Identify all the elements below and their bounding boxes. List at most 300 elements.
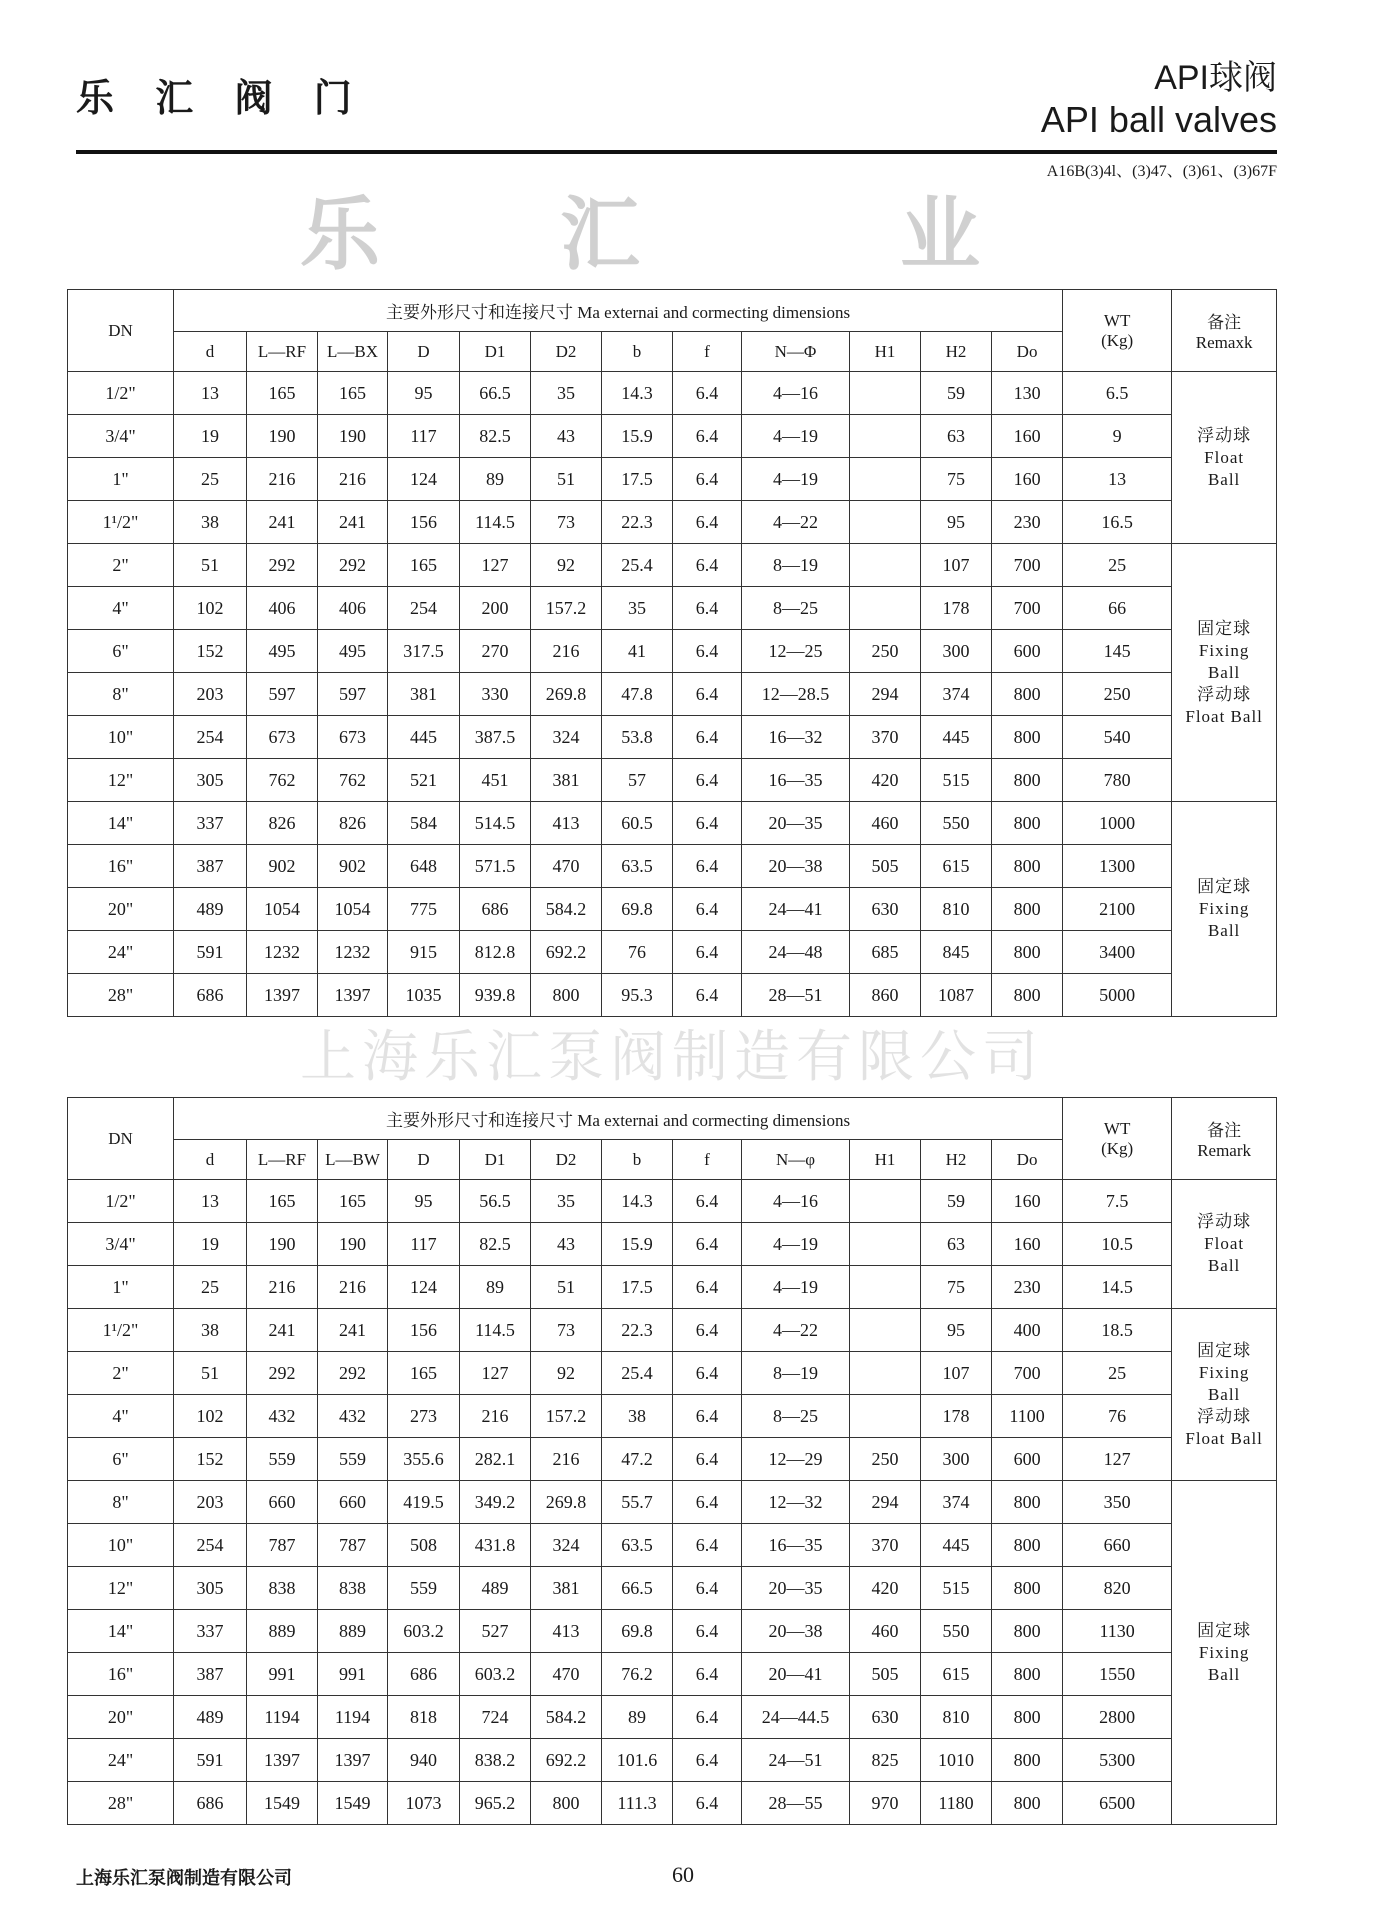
dn-cell: 8" <box>68 673 174 716</box>
value-cell: 6.4 <box>673 1180 742 1223</box>
value-cell: 381 <box>531 759 602 802</box>
value-cell: 1232 <box>318 931 388 974</box>
value-cell: 6.4 <box>673 1653 742 1696</box>
value-cell: 250 <box>850 630 921 673</box>
table-row <box>68 759 1277 802</box>
header-row <box>68 290 1277 332</box>
value-cell: 190 <box>318 1223 388 1266</box>
value-cell: 489 <box>460 1567 531 1610</box>
weight-cell: 1300 <box>1063 845 1172 888</box>
weight-cell: 25 <box>1063 1352 1172 1395</box>
value-cell: 24—51 <box>742 1739 850 1782</box>
value-cell: 6.4 <box>673 372 742 415</box>
value-cell: 6.4 <box>673 1524 742 1567</box>
value-cell: 95 <box>388 1180 460 1223</box>
dimension-table-1 <box>67 289 1277 1017</box>
value-cell: 6.4 <box>673 974 742 1017</box>
value-cell: 800 <box>992 1481 1063 1524</box>
remark-cell <box>1172 1309 1277 1481</box>
remark-line: Ball <box>1207 662 1241 682</box>
value-cell: 14.3 <box>602 1180 673 1223</box>
value-cell: 300 <box>921 630 992 673</box>
value-cell: 76 <box>602 931 673 974</box>
wt-header <box>1063 1098 1172 1180</box>
table-row <box>68 458 1277 501</box>
value-cell: 16—32 <box>742 716 850 759</box>
value-cell: 292 <box>318 544 388 587</box>
value-cell: 24—41 <box>742 888 850 931</box>
value-cell: 970 <box>850 1782 921 1825</box>
value-cell: 6.4 <box>673 587 742 630</box>
dn-cell: 3/4" <box>68 1223 174 1266</box>
value-cell: 812.8 <box>460 931 531 974</box>
table-row <box>68 1395 1277 1438</box>
dn-cell: 16" <box>68 845 174 888</box>
value-cell: 915 <box>388 931 460 974</box>
value-cell: 241 <box>247 1309 318 1352</box>
value-cell: 810 <box>921 1696 992 1739</box>
value-cell: 12—28.5 <box>742 673 850 716</box>
value-cell: 160 <box>992 1223 1063 1266</box>
table-row <box>68 1438 1277 1481</box>
value-cell: 165 <box>318 372 388 415</box>
value-cell: 63.5 <box>602 1524 673 1567</box>
value-cell: 4—22 <box>742 1309 850 1352</box>
value-cell: 1397 <box>247 974 318 1017</box>
weight-cell: 5300 <box>1063 1739 1172 1782</box>
value-cell: 25.4 <box>602 1352 673 1395</box>
value-cell: 300 <box>921 1438 992 1481</box>
value-cell: 400 <box>992 1309 1063 1352</box>
value-cell: 160 <box>992 458 1063 501</box>
value-cell: 19 <box>174 415 247 458</box>
value-cell: 597 <box>318 673 388 716</box>
remark-line: Fixing <box>1198 899 1250 918</box>
value-cell: 216 <box>247 458 318 501</box>
value-cell: 1100 <box>992 1395 1063 1438</box>
dn-header: DN <box>68 290 174 372</box>
value-cell: 273 <box>388 1395 460 1438</box>
dn-cell: 12" <box>68 1567 174 1610</box>
value-cell: 1035 <box>388 974 460 1017</box>
wt-header <box>1063 290 1172 372</box>
remark-line: 浮动球 <box>1197 684 1252 704</box>
remark-header <box>1172 290 1277 372</box>
value-cell: 597 <box>247 673 318 716</box>
remark-label-cn: 备注 <box>1207 313 1242 332</box>
weight-cell: 6.5 <box>1063 372 1172 415</box>
value-cell: 20—41 <box>742 1653 850 1696</box>
value-cell: 203 <box>174 673 247 716</box>
value-cell: 152 <box>174 630 247 673</box>
value-cell: 157.2 <box>531 587 602 630</box>
value-cell: 254 <box>174 716 247 759</box>
value-cell: 102 <box>174 1395 247 1438</box>
value-cell: 73 <box>531 1309 602 1352</box>
value-cell: 660 <box>247 1481 318 1524</box>
table-row <box>68 1309 1277 1352</box>
table-row <box>68 1696 1277 1739</box>
value-cell: 124 <box>388 1266 460 1309</box>
watermark-company: 上海乐汇泵阀制造有限公司 <box>300 1025 1044 1090</box>
dn-cell: 10" <box>68 716 174 759</box>
value-cell: 700 <box>992 1352 1063 1395</box>
dn-cell: 2" <box>68 544 174 587</box>
value-cell: 38 <box>174 501 247 544</box>
value-cell: 6.4 <box>673 802 742 845</box>
remark-line: 固定球 <box>1197 1620 1252 1640</box>
value-cell: 20—38 <box>742 845 850 888</box>
value-cell: 6.4 <box>673 845 742 888</box>
value-cell: 845 <box>921 931 992 974</box>
value-cell: 515 <box>921 759 992 802</box>
dn-cell: 6" <box>68 1438 174 1481</box>
value-cell: 1397 <box>318 974 388 1017</box>
brand-title: 乐 汇 阀 门 <box>76 76 366 120</box>
weight-cell: 76 <box>1063 1395 1172 1438</box>
dn-cell: 24" <box>68 931 174 974</box>
value-cell: 584.2 <box>531 1696 602 1739</box>
value-cell: 38 <box>174 1309 247 1352</box>
remark-cell <box>1172 544 1277 802</box>
remark-line: 浮动球 <box>1197 425 1252 445</box>
value-cell: 762 <box>247 759 318 802</box>
remark-line: Float Ball <box>1185 706 1263 726</box>
value-cell: 241 <box>318 501 388 544</box>
value-cell: 571.5 <box>460 845 531 888</box>
value-cell: 939.8 <box>460 974 531 1017</box>
value-cell: 230 <box>992 1266 1063 1309</box>
watermark-char: 乐 <box>300 188 380 281</box>
table-row <box>68 1782 1277 1825</box>
remark-line: 固定球 <box>1197 877 1252 896</box>
value-cell: 489 <box>174 1696 247 1739</box>
value-cell: 66.5 <box>602 1567 673 1610</box>
dn-cell: 1/2" <box>68 372 174 415</box>
value-cell: 902 <box>318 845 388 888</box>
value-cell: 800 <box>992 845 1063 888</box>
value-cell: 203 <box>174 1481 247 1524</box>
value-cell: 800 <box>992 888 1063 931</box>
dn-cell: 6" <box>68 630 174 673</box>
value-cell: 124 <box>388 458 460 501</box>
value-cell <box>850 1352 921 1395</box>
value-cell: 432 <box>247 1395 318 1438</box>
value-cell: 965.2 <box>460 1782 531 1825</box>
weight-cell: 1130 <box>1063 1610 1172 1653</box>
remark-cell <box>1172 1180 1277 1309</box>
table-row <box>68 1739 1277 1782</box>
table-row <box>68 501 1277 544</box>
dn-cell: 20" <box>68 888 174 931</box>
value-cell: 1194 <box>247 1696 318 1739</box>
table-row <box>68 1610 1277 1653</box>
value-cell: 445 <box>388 716 460 759</box>
value-cell: 24—44.5 <box>742 1696 850 1739</box>
column-header: D1 <box>460 332 531 372</box>
weight-cell: 6500 <box>1063 1782 1172 1825</box>
value-cell: 60.5 <box>602 802 673 845</box>
value-cell: 800 <box>992 716 1063 759</box>
weight-cell: 10.5 <box>1063 1223 1172 1266</box>
dn-cell: 1" <box>68 458 174 501</box>
value-cell: 838 <box>247 1567 318 1610</box>
value-cell: 550 <box>921 1610 992 1653</box>
column-header: D1 <box>460 1140 531 1180</box>
value-cell: 63.5 <box>602 845 673 888</box>
model-numbers: A16B(3)4l、(3)47、(3)61、(3)67F <box>1046 163 1277 180</box>
value-cell: 6.4 <box>673 1266 742 1309</box>
value-cell: 12—25 <box>742 630 850 673</box>
value-cell: 889 <box>318 1610 388 1653</box>
value-cell: 294 <box>850 673 921 716</box>
column-header: b <box>602 332 673 372</box>
dn-cell: 8" <box>68 1481 174 1524</box>
value-cell: 4—22 <box>742 501 850 544</box>
value-cell: 254 <box>174 1524 247 1567</box>
value-cell: 294 <box>850 1481 921 1524</box>
value-cell: 216 <box>531 630 602 673</box>
value-cell: 800 <box>531 974 602 1017</box>
value-cell: 47.2 <box>602 1438 673 1481</box>
title-cn: API球阀 <box>1154 59 1277 97</box>
table-row <box>68 544 1277 587</box>
value-cell: 700 <box>992 587 1063 630</box>
value-cell: 615 <box>921 1653 992 1696</box>
value-cell: 6.4 <box>673 1223 742 1266</box>
value-cell: 470 <box>531 1653 602 1696</box>
dn-cell: 1¹/2" <box>68 501 174 544</box>
table-row <box>68 630 1277 673</box>
table-row <box>68 716 1277 759</box>
value-cell: 17.5 <box>602 1266 673 1309</box>
value-cell: 56.5 <box>460 1180 531 1223</box>
value-cell: 4—16 <box>742 372 850 415</box>
value-cell: 15.9 <box>602 415 673 458</box>
value-cell: 14.3 <box>602 372 673 415</box>
value-cell: 324 <box>531 716 602 759</box>
value-cell: 95 <box>388 372 460 415</box>
value-cell: 107 <box>921 1352 992 1395</box>
value-cell: 349.2 <box>460 1481 531 1524</box>
value-cell: 6.4 <box>673 458 742 501</box>
value-cell: 95 <box>921 1309 992 1352</box>
remark-line: Fixing <box>1198 640 1250 660</box>
value-cell: 216 <box>247 1266 318 1309</box>
value-cell: 6.4 <box>673 1739 742 1782</box>
column-header: H1 <box>850 1140 921 1180</box>
value-cell: 51 <box>531 458 602 501</box>
wt-label: WT <box>1103 1118 1131 1138</box>
value-cell: 8—19 <box>742 544 850 587</box>
value-cell: 95.3 <box>602 974 673 1017</box>
value-cell: 6.4 <box>673 1395 742 1438</box>
column-header: L—BX <box>318 332 388 372</box>
value-cell: 216 <box>460 1395 531 1438</box>
value-cell: 381 <box>531 1567 602 1610</box>
wt-unit: (Kg) <box>1101 1138 1134 1158</box>
value-cell: 603.2 <box>460 1653 531 1696</box>
group-header: 主要外形尺寸和连接尺寸 Ma externai and cormecting dimensions <box>174 1098 1063 1140</box>
value-cell: 292 <box>318 1352 388 1395</box>
value-cell: 6.4 <box>673 716 742 759</box>
remark-line: 浮动球 <box>1197 1406 1252 1426</box>
table-row <box>68 1266 1277 1309</box>
value-cell: 800 <box>992 1610 1063 1653</box>
value-cell: 89 <box>460 1266 531 1309</box>
value-cell: 800 <box>992 1696 1063 1739</box>
table-row <box>68 1567 1277 1610</box>
value-cell: 800 <box>992 1653 1063 1696</box>
wt-label: WT <box>1103 310 1131 330</box>
value-cell: 1549 <box>247 1782 318 1825</box>
table-row <box>68 1481 1277 1524</box>
value-cell: 591 <box>174 1739 247 1782</box>
column-header: H2 <box>921 332 992 372</box>
weight-cell: 780 <box>1063 759 1172 802</box>
table-row <box>68 802 1277 845</box>
column-header: D <box>388 1140 460 1180</box>
value-cell: 89 <box>460 458 531 501</box>
value-cell: 559 <box>318 1438 388 1481</box>
weight-cell: 145 <box>1063 630 1172 673</box>
value-cell: 800 <box>992 1524 1063 1567</box>
weight-cell: 820 <box>1063 1567 1172 1610</box>
value-cell: 25 <box>174 458 247 501</box>
value-cell: 114.5 <box>460 1309 531 1352</box>
value-cell: 374 <box>921 673 992 716</box>
value-cell: 95 <box>921 501 992 544</box>
value-cell: 305 <box>174 1567 247 1610</box>
value-cell: 69.8 <box>602 1610 673 1653</box>
value-cell: 387 <box>174 1653 247 1696</box>
table-row <box>68 888 1277 931</box>
value-cell: 550 <box>921 802 992 845</box>
dimension-table-2 <box>67 1097 1277 1825</box>
remark-line: 固定球 <box>1197 1340 1252 1360</box>
column-header: N—φ <box>742 1140 850 1180</box>
value-cell: 787 <box>247 1524 318 1567</box>
value-cell: 685 <box>850 931 921 974</box>
value-cell: 838.2 <box>460 1739 531 1782</box>
value-cell: 495 <box>247 630 318 673</box>
value-cell <box>850 372 921 415</box>
value-cell: 6.4 <box>673 1438 742 1481</box>
value-cell: 73 <box>531 501 602 544</box>
value-cell: 445 <box>921 716 992 759</box>
value-cell: 460 <box>850 802 921 845</box>
value-cell: 53.8 <box>602 716 673 759</box>
value-cell: 324 <box>531 1524 602 1567</box>
remark-cell <box>1172 1481 1277 1825</box>
value-cell: 991 <box>318 1653 388 1696</box>
value-cell: 75 <box>921 458 992 501</box>
group-header: 主要外形尺寸和连接尺寸 Ma externai and cormecting dimensions <box>174 290 1063 332</box>
weight-cell: 66 <box>1063 587 1172 630</box>
weight-cell: 5000 <box>1063 974 1172 1017</box>
value-cell: 514.5 <box>460 802 531 845</box>
value-cell: 381 <box>388 673 460 716</box>
value-cell: 13 <box>174 372 247 415</box>
remark-line: 浮动球 <box>1197 1212 1252 1231</box>
value-cell: 6.4 <box>673 1782 742 1825</box>
value-cell: 47.8 <box>602 673 673 716</box>
remark-cell <box>1172 802 1277 1017</box>
value-cell: 387.5 <box>460 716 531 759</box>
value-cell: 22.3 <box>602 1309 673 1352</box>
value-cell: 330 <box>460 673 531 716</box>
value-cell: 387 <box>174 845 247 888</box>
table-row <box>68 587 1277 630</box>
value-cell: 254 <box>388 587 460 630</box>
value-cell: 230 <box>992 501 1063 544</box>
value-cell: 686 <box>460 888 531 931</box>
dn-cell: 3/4" <box>68 415 174 458</box>
value-cell: 8—19 <box>742 1352 850 1395</box>
value-cell <box>850 501 921 544</box>
value-cell: 584.2 <box>531 888 602 931</box>
value-cell: 190 <box>247 1223 318 1266</box>
value-cell: 370 <box>850 1524 921 1567</box>
value-cell: 991 <box>247 1653 318 1696</box>
weight-cell: 3400 <box>1063 931 1172 974</box>
value-cell: 591 <box>174 931 247 974</box>
value-cell: 775 <box>388 888 460 931</box>
value-cell: 66.5 <box>460 372 531 415</box>
dn-cell: 2" <box>68 1352 174 1395</box>
value-cell: 1194 <box>318 1696 388 1739</box>
value-cell: 686 <box>174 1782 247 1825</box>
value-cell: 4—16 <box>742 1180 850 1223</box>
value-cell: 165 <box>247 1180 318 1223</box>
table-row <box>68 974 1277 1017</box>
table-row <box>68 931 1277 974</box>
value-cell: 648 <box>388 845 460 888</box>
value-cell: 35 <box>602 587 673 630</box>
value-cell: 1180 <box>921 1782 992 1825</box>
value-cell: 406 <box>247 587 318 630</box>
value-cell: 216 <box>531 1438 602 1481</box>
value-cell: 838 <box>318 1567 388 1610</box>
value-cell: 800 <box>992 673 1063 716</box>
remark-line: Float <box>1204 1234 1245 1253</box>
value-cell: 800 <box>992 1567 1063 1610</box>
value-cell: 724 <box>460 1696 531 1739</box>
value-cell: 6.4 <box>673 1696 742 1739</box>
value-cell: 1397 <box>247 1739 318 1782</box>
value-cell: 55.7 <box>602 1481 673 1524</box>
remark-line: Float Ball <box>1185 1428 1263 1448</box>
value-cell: 22.3 <box>602 501 673 544</box>
value-cell: 600 <box>992 630 1063 673</box>
value-cell: 787 <box>318 1524 388 1567</box>
value-cell: 130 <box>992 372 1063 415</box>
value-cell: 6.4 <box>673 1309 742 1352</box>
dn-cell: 16" <box>68 1653 174 1696</box>
value-cell: 615 <box>921 845 992 888</box>
dn-cell: 1¹/2" <box>68 1309 174 1352</box>
page-number: 60 <box>672 1862 694 1887</box>
value-cell: 241 <box>247 501 318 544</box>
value-cell: 165 <box>318 1180 388 1223</box>
value-cell: 63 <box>921 1223 992 1266</box>
weight-cell: 9 <box>1063 415 1172 458</box>
title-en: API ball valves <box>1040 99 1277 140</box>
column-header: f <box>673 332 742 372</box>
value-cell: 451 <box>460 759 531 802</box>
value-cell: 69.8 <box>602 888 673 931</box>
weight-cell: 25 <box>1063 544 1172 587</box>
